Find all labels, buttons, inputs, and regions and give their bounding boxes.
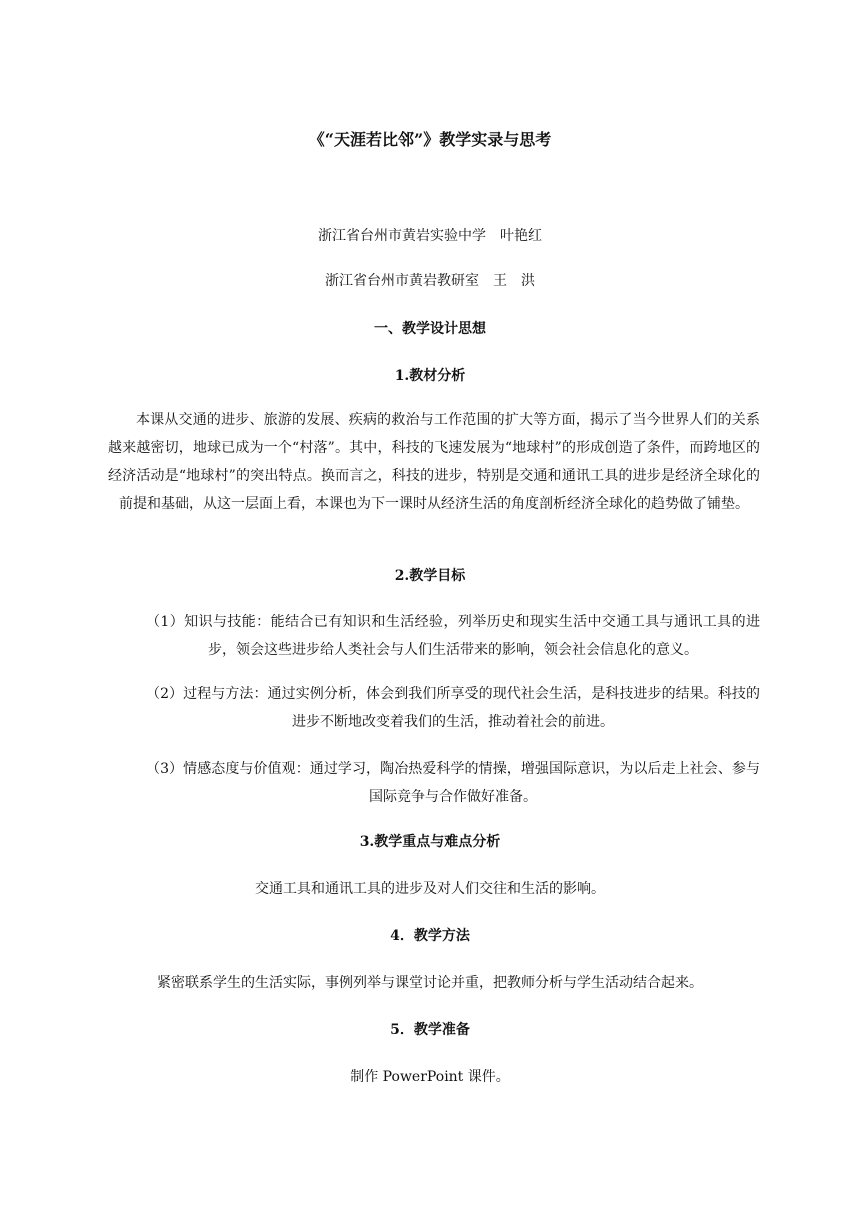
paragraph-materials: 本课从交通的进步、旅游的发展、疾病的救治与工作范围的扩大等方面，揭示了当今世界人们的关系越来越密切，地球已成为一个“村落”。其中，科技的飞速发展为“地球村”的形成创造了条件，而跨地区的经济活动是“地球村”的突出特点。换而言之，科技的进步，特别是交通和通讯工具的进步是经济全球化的前提和基础，从这一层面上看，本课也为下一课时从经济生活的角度剖析经济全球化的趋势做了铺垫。 (108, 412, 760, 512)
author-line-2: 浙江省台州市黄岩教研室 王 洪 (325, 273, 535, 289)
heading-keypoints: 3.教学重点与难点分析 (359, 834, 501, 850)
document-title: 《“天涯若比邻”》教学实录与思考 (308, 130, 552, 149)
heading-methods: 4．教学方法 (390, 928, 470, 944)
section-heading-design: 一、教学设计思想 (374, 321, 486, 337)
paragraph-preparation: 制作 PowerPoint 课件。 (350, 1069, 510, 1085)
heading-goals: 2.教学目标 (394, 568, 466, 584)
goal-knowledge: （1）知识与技能：能结合已有知识和生活经验，列举历史和现实生活中交通工具与通讯工具的进步，领会这些进步给人类社会与人们生活带来的影响，领会社会信息化的意义。 (146, 614, 760, 658)
paragraph-methods: 紧密联系学生的生活实际，事例列举与课堂讨论并重，把教师分析与学生活动结合起来。 (157, 975, 703, 991)
goal-process: （2）过程与方法：通过实例分析，体会到我们所享受的现代社会生活，是科技进步的结果。科技的进步不断地改变着我们的生活，推动着社会的前进。 (146, 686, 760, 730)
heading-materials: 1.教材分析 (394, 368, 466, 384)
paragraph-keypoints: 交通工具和通讯工具的进步及对人们交往和生活的影响。 (255, 881, 605, 897)
author-line-1: 浙江省台州市黄岩实验中学 叶艳红 (318, 228, 542, 244)
goal-attitude: （3）情感态度与价值观：通过学习，陶冶热爱科学的情操，增强国际意识，为以后走上社会、参与国际竞争与合作做好准备。 (146, 761, 760, 805)
heading-preparation: 5．教学准备 (390, 1022, 470, 1038)
